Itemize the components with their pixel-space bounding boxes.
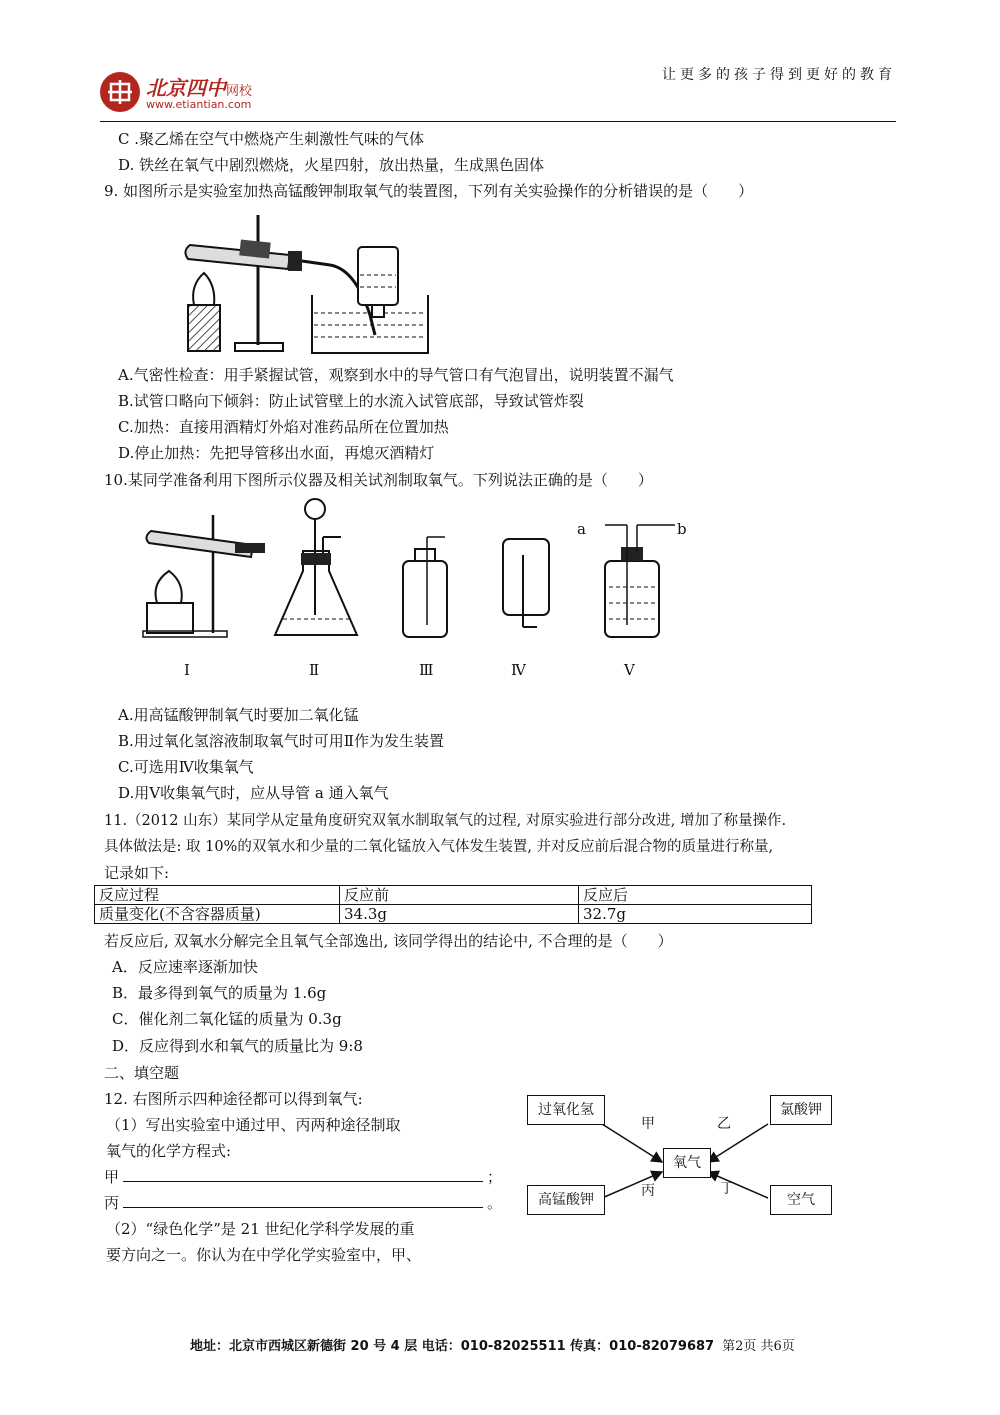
q11-data-table: [94, 885, 812, 924]
answer-blank-jia[interactable]: [123, 1167, 483, 1182]
q9-option-b: B.试管口略向下倾斜：防止试管壁上的水流入试管底部，导致试管炸裂: [118, 392, 584, 410]
path-label-bing: 丙: [641, 1183, 655, 1199]
footer-contact: 地址：北京市西城区新德街 20 号 4 层 电话：010-82025511 传真：010-82079687: [190, 1339, 715, 1354]
box-air: 空气: [770, 1185, 832, 1215]
logo-url: www.etiantian.com: [146, 98, 252, 111]
q10-label-5: Ⅴ: [624, 661, 635, 679]
section-heading: 二、填空题: [104, 1064, 180, 1082]
q11-option-a: A．反应速率逐渐加快: [112, 958, 258, 976]
box-potassium-chlorate: 氯酸钾: [770, 1095, 832, 1125]
q12-stem: 12. 右图所示四种途径都可以得到氧气:: [104, 1090, 363, 1108]
period: 。: [487, 1194, 503, 1212]
path-label-yi: 乙: [717, 1116, 731, 1132]
table-cell: 质量变化(不含容器质量): [95, 905, 340, 924]
q12-answer-jia: [104, 1167, 502, 1187]
q10-option-c: C.可选用Ⅳ收集氧气: [118, 758, 254, 776]
q9-apparatus-figure: [180, 205, 430, 360]
table-cell: 反应前: [340, 886, 579, 905]
q11-stem-line3: 记录如下:: [104, 864, 170, 882]
q8-option-d: D. 铁丝在氧气中剧烈燃烧，火星四射，放出热量，生成黑色固体: [118, 156, 545, 174]
q10-option-b: B.用过氧化氢溶液制取氧气时可用Ⅱ作为发生装置: [118, 732, 444, 750]
q10-label-2: Ⅱ: [309, 661, 320, 679]
table-cell: 32.7g: [579, 905, 812, 924]
q10-instruments-figure: [135, 495, 695, 645]
q9-option-a: A.气密性检查：用手紧握试管，观察到水中的导气管口有气泡冒出，说明装置不漏气: [118, 366, 674, 384]
path-label-ding: 丁: [720, 1181, 734, 1197]
header-divider: [100, 121, 896, 122]
box-oxygen: 氧气: [663, 1148, 711, 1178]
q8-option-c: C .聚乙烯在空气中燃烧产生刺激性气味的气体: [118, 130, 425, 148]
semicolon: ；: [487, 1168, 503, 1186]
q11-question: 若反应后, 双氧水分解完全且氧气全部逸出, 该同学得出的结论中, 不合理的是（ ）: [104, 932, 673, 950]
q10-port-b: b: [677, 520, 687, 538]
q10-label-3: Ⅲ: [419, 661, 434, 679]
q9-option-d: D.停止加热：先把导管移出水面，再熄灭酒精灯: [118, 444, 435, 462]
q12-part1-line1: （1）写出实验室中通过甲、丙两种途径制取: [106, 1116, 401, 1134]
q10-label-1: Ⅰ: [184, 661, 190, 679]
table-cell: 34.3g: [340, 905, 579, 924]
q12-part2-line1: （2）“绿色化学”是 21 世纪化学科学发展的重: [106, 1220, 415, 1238]
path-label-jia: 甲: [641, 1116, 655, 1132]
box-hydrogen-peroxide: 过氧化氢: [527, 1095, 605, 1125]
q11-option-d: D．反应得到水和氧气的质量比为 9:8: [112, 1037, 363, 1055]
table-cell: 反应过程: [95, 886, 340, 905]
answer-label-jia: 甲: [104, 1168, 120, 1186]
q9-option-c: C.加热：直接用酒精灯外焰对准药品所在位置加热: [118, 418, 449, 436]
answer-blank-bing[interactable]: [123, 1193, 483, 1208]
box-potassium-permanganate: 高锰酸钾: [527, 1185, 605, 1215]
q10-label-4: Ⅳ: [511, 661, 526, 679]
logo-emblem-icon: [100, 72, 140, 112]
q11-option-b: B．最多得到氧气的质量为 1.6g: [112, 984, 327, 1002]
table-row: [95, 905, 812, 924]
q9-stem: 9. 如图所示是实验室加热高锰酸钾制取氧气的装置图，下列有关实验操作的分析错误的是（ ）: [104, 182, 754, 200]
logo-title: 北京四中网校: [146, 76, 253, 100]
q11-stem-line2: 具体做法是: 取 10%的双氧水和少量的二氧化锰放入气体发生装置, 并对反应前后混合物的质量进行称量,: [104, 839, 774, 855]
page-footer: [190, 1335, 795, 1354]
q12-part1-line2: 氧气的化学方程式:: [106, 1142, 232, 1160]
q12-answer-bing: [104, 1193, 502, 1213]
table-row: [95, 886, 812, 905]
header-slogan: 让更多的孩子得到更好的教育: [662, 67, 896, 83]
q10-port-a: a: [577, 520, 586, 538]
school-logo: [100, 68, 290, 118]
table-cell: 反应后: [579, 886, 812, 905]
q10-option-d: D.用Ⅴ收集氧气时，应从导管 a 通入氧气: [118, 784, 389, 802]
q11-option-c: C．催化剂二氧化锰的质量为 0.3g: [112, 1010, 342, 1028]
q11-stem-line1: 11.（2012 山东）某同学从定量角度研究双氧水制取氧气的过程, 对原实验进行部分改进, 增加了称量操作.: [104, 813, 787, 829]
q10-option-a: A.用高锰酸钾制氧气时要加二氧化锰: [118, 706, 359, 724]
q12-part2-line2: 要方向之一。你认为在中学化学实验室中，甲、: [106, 1246, 422, 1264]
page-number: 第2页 共6页: [722, 1339, 795, 1354]
answer-label-bing: 丙: [104, 1194, 120, 1212]
q10-stem: 10.某同学准备利用下图所示仪器及相关试剂制取氧气。下列说法正确的是（ ）: [104, 471, 653, 489]
